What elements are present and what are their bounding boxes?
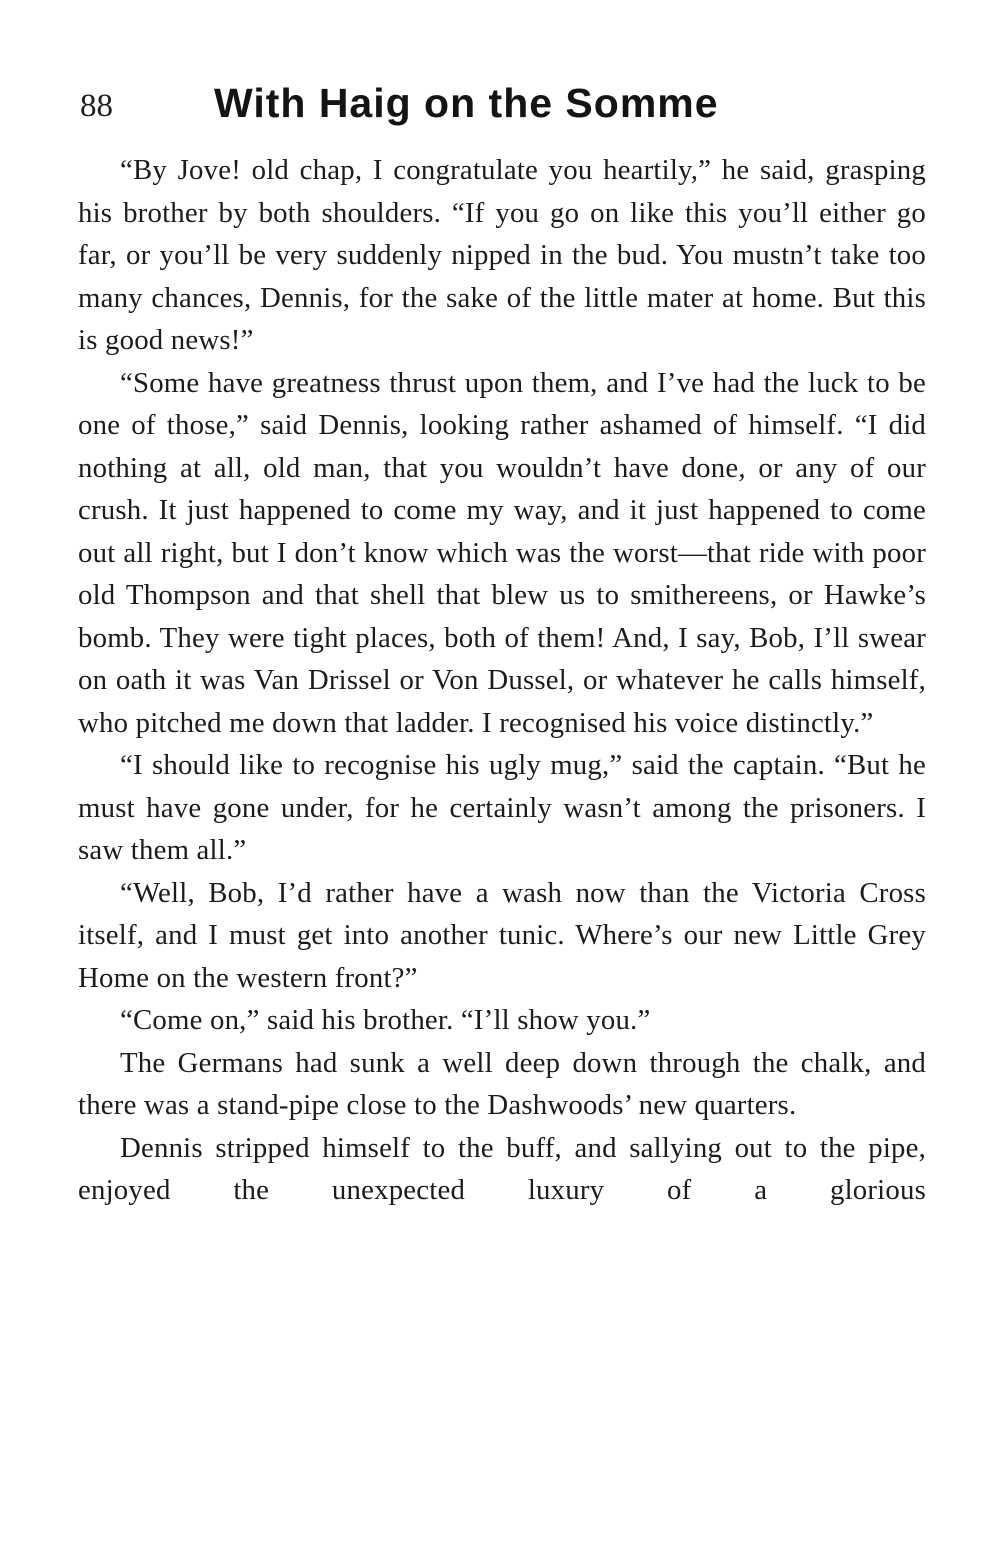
page-number: 88 xyxy=(80,88,113,124)
paragraph: The Germans had sunk a well deep down through the chalk, and there was a stand-pipe close to the Dashwoods’ new quarters. xyxy=(78,1046,926,1121)
paragraph: Dennis stripped himself to the buff, and sallying out to the pipe, enjoyed the unexpected luxury of a glorious xyxy=(78,1131,926,1206)
page-header xyxy=(80,80,930,140)
body-text xyxy=(78,149,926,1212)
paragraph: “Some have greatness thrust upon them, and I’ve had the luck to be one of those,” said Dennis, looking rather ashamed of himself. “I did nothing at all, old man, that you wouldn’t have done, or any of our crush. It just happened to come my way, and it just happened to come out all right, but I don’t know which was the worst—that ride with poor old Thompson and that shell that blew us to smithereens, or Hawke’s bomb. They were tight places, both of them! And, I say, Bob, I’ll swear on oath it was Van Drissel or Von Dussel, or whatever he calls himself, who pitched me down that ladder. I recognised his voice distinctly.” xyxy=(78,366,926,739)
running-title: With Haig on the Somme xyxy=(214,80,719,126)
paragraph: “Come on,” said his brother. “I’ll show you.” xyxy=(120,1004,651,1036)
paragraph: “By Jove! old chap, I congratulate you heartily,” he said, grasping his brother by both shoulders. “If you go on like this you’ll either go far, or you’ll be very suddenly nipped in the bud. You mustn’t take too many chances, Dennis, for the sake of the little mater at home. But this is good news!” xyxy=(78,154,926,356)
paragraph: “Well, Bob, I’d rather have a wash now than the Victoria Cross itself, and I must get into another tunic. Where’s our new Little Grey Home on the western front?” xyxy=(78,876,926,994)
paragraph: “I should like to recognise his ugly mug,” said the captain. “But he must have gone under, for he certainly wasn’t among the prisoners. I saw them all.” xyxy=(78,749,926,866)
